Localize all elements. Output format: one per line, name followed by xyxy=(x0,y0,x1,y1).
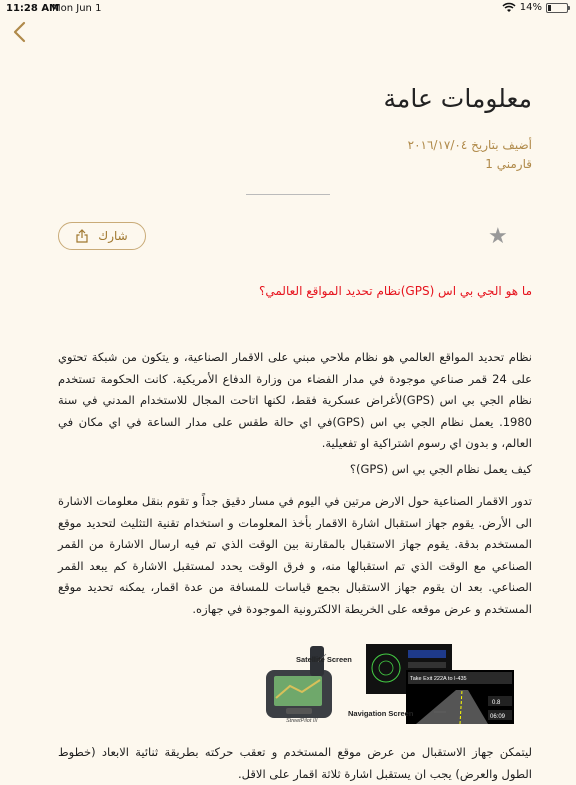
nav-time: 06:09 xyxy=(490,714,506,720)
figure-device-name: StreetPilot III xyxy=(286,718,318,724)
favorite-star-icon[interactable]: ★ xyxy=(488,224,508,249)
status-date: Mon Jun 1 xyxy=(52,3,102,14)
navigation-screen xyxy=(406,670,514,724)
status-bar xyxy=(0,0,576,18)
paragraph-3: ليتمكن جهاز الاستقبال من عرض موقع المستخدم و تعقب حركته بطريقة ثنائية الابعاد (خطوط الطول والعرض) يجب ان يستقبل اشارة ثلاثة اقمار على الاقل. xyxy=(58,745,532,781)
status-right xyxy=(502,2,568,13)
figure-label-satellite: Satellite Screen xyxy=(296,655,352,664)
battery-level xyxy=(548,5,551,11)
article-title: معلومات عامة xyxy=(383,84,532,113)
figure-label-navigation: Navigation Screen xyxy=(348,709,414,718)
nav-next-instruction: Take Exit 222A to I-435 xyxy=(410,676,467,682)
status-time: 11:28 AM xyxy=(6,3,60,14)
battery-percent: 14% xyxy=(519,2,542,13)
share-label: شارك xyxy=(98,229,128,243)
gps-device-figure xyxy=(256,640,518,724)
back-button[interactable] xyxy=(8,20,30,44)
added-date: أضيف بتاريخ ٢٠١٦/١٧/٠٤ xyxy=(407,138,532,152)
share-button[interactable] xyxy=(58,222,146,250)
chevron-left-icon xyxy=(12,21,26,43)
section-heading: ما هو الجي بي اس (GPS)نظام تحديد المواقع العالمي؟ xyxy=(259,284,532,298)
article-meta xyxy=(408,136,532,174)
battery-icon xyxy=(546,3,568,13)
author-link[interactable]: قارمني 1 xyxy=(485,157,532,171)
wifi-icon xyxy=(502,3,516,13)
section-question-2: كيف يعمل نظام الجي بي اس (GPS)؟ xyxy=(349,462,532,476)
paragraph-2: تدور الاقمار الصناعية حول الارض مرتين في اليوم في مسار دقيق جداً و تقوم بنقل معلومات الاشارة الى الأرض. يقوم جهاز استقبال اشارة الاقمار بأخذ المعلومات و استخدام تقنية التثليث لتحديد موقع المستخدم بدقة. يقوم جهاز الاستقبال بالمقارنة بين الوقت الذي تم فيه ارسال الاشارة من القمر الصناعي مع الوقت الذي تم استقبالها منه، و فرق الوقت يحدد لمستقبل الاشارة كم يبعد القمر الصناعي. بعد ان يقوم جهاز الاستقبال بجمع قياسات للمسافة من عدة اقمار، يمكنه تحديد موقع المستخدم و عرض موقعه على الخريطة الالكترونية الموجودة في جهازه. xyxy=(58,494,532,616)
nav-distance: 0.8 xyxy=(492,700,501,706)
divider xyxy=(246,194,330,195)
paragraph-1: نظام تحديد المواقع العالمي هو نظام ملاحي مبني على الاقمار الصناعية، و يتكون من شبكة تحتوي على 24 قمر صناعي موجودة في مدار الفضاء من وزارة الدفاع الأمريكية. كانت الحكومة تستخدم نظام الجي بي اس (GPS)لأغراض عسكرية فقط، لكنها اتاحت المجال للاستخدام المدني في سنة 1980. يعمل نظام الجي بي اس (GPS)في اي حالة طقس على مدار الساعة في اي مكان في العالم، و بدون اي رسوم اشتراكية او تفعيلية. xyxy=(58,350,533,450)
share-icon xyxy=(76,229,88,243)
